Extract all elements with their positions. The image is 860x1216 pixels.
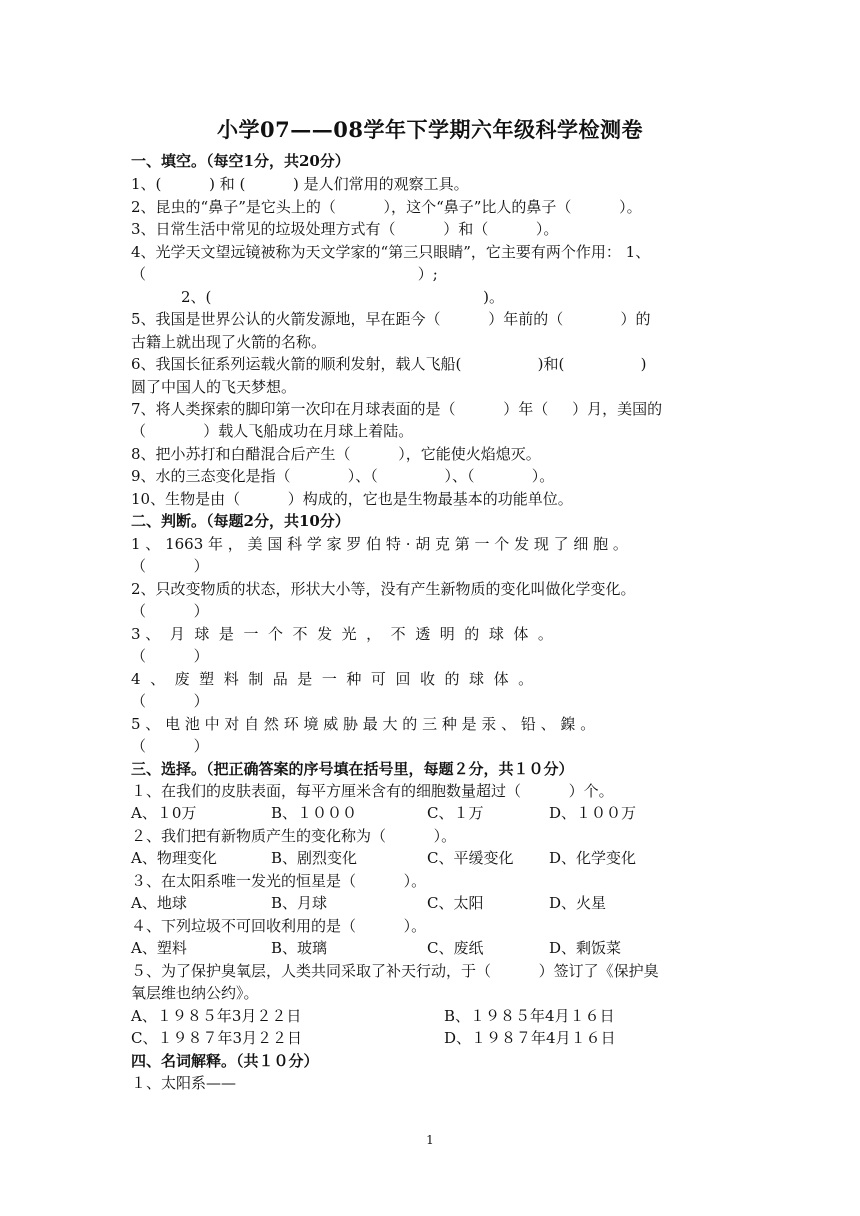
- answer-blank: （ ）: [131, 692, 209, 710]
- option-d: D、剩饭菜: [549, 939, 622, 957]
- question-1-5-line1: 5、我国是世界公认的火箭发源地，早在距今（ ）年前的（ ）的: [131, 310, 651, 328]
- options-3-5-row2: [131, 1027, 731, 1049]
- question-3-4: ４、下列垃圾不可回收利用的是（ ）。: [131, 917, 427, 935]
- question-1-1: 1、( ) 和 ( ) 是人们常用的观察工具。: [131, 175, 469, 193]
- option-d: D、火星: [549, 894, 607, 912]
- page-number: 1: [426, 1133, 434, 1147]
- option-b: B、剧烈变化: [271, 849, 358, 867]
- answer-blank: （ ）: [131, 557, 209, 575]
- section-4-heading: 四、名词解释。（共１０分）: [131, 1052, 319, 1070]
- section-1-heading: 一、填空。（每空1分，共20分）: [131, 152, 350, 170]
- question-1-5-line2: 古籍上就出现了火箭的名称。: [131, 333, 327, 351]
- section-2-heading: 二、判断。（每题2分，共10分）: [131, 512, 350, 530]
- question-2-2: 2、只改变物质的状态，形状大小等，没有产生新物质的变化叫做化学变化。: [131, 580, 636, 598]
- option-b: B、１９８５年4月１６日: [444, 1007, 615, 1025]
- option-c: C、废纸: [427, 939, 484, 957]
- option-a: A、塑料: [131, 939, 187, 957]
- option-c: C、平缓变化: [427, 849, 514, 867]
- option-c: C、１９８７年3月２２日: [131, 1029, 303, 1047]
- answer-blank: （ ）: [131, 737, 209, 755]
- question-1-7-line2: （ ）载人飞船成功在月球上着陆。: [131, 422, 414, 440]
- options-3-5-row1: [131, 1005, 731, 1027]
- question-2-3: 3 、 月 球 是 一 个 不 发 光 ， 不 透 明 的 球 体 。: [131, 625, 553, 643]
- question-2-1: 1 、 1663 年 ， 美 国 科 学 家 罗 伯 特 · 胡 克 第 一 个 发 现 了 细 胞 。: [131, 535, 628, 553]
- question-3-5-line1: ５、为了保护臭氧层，人类共同采取了补天行动，于（ ）签订了《保护臭: [131, 962, 659, 980]
- question-1-4-line3: 2、( )。: [181, 288, 505, 306]
- answer-blank: （ ）: [131, 602, 209, 620]
- question-1-8: 8、把小苏打和白醋混合后产生（ ），它能使火焰熄灭。: [131, 445, 541, 463]
- question-1-2: 2、昆虫的“鼻子”是它头上的（ ），这个“鼻子”比人的鼻子（ ）。: [131, 198, 642, 216]
- question-1-6-line2: 圆了中国人的飞天梦想。: [131, 378, 297, 396]
- question-1-4-line1: 4、光学天文望远镜被称为天文学家的“第三只眼睛”，它主要有两个作用： 1、: [131, 243, 651, 261]
- page-title: 小学07——08学年下学期六年级科学检测卷: [217, 117, 643, 142]
- option-b: B、月球: [271, 894, 328, 912]
- option-a: A、１0万: [131, 804, 197, 822]
- question-1-3: 3、日常生活中常见的垃圾处理方式有（ ）和（ ）。: [131, 220, 559, 238]
- option-d: D、１９８７年4月１６日: [444, 1029, 616, 1047]
- answer-blank: （ ）: [131, 647, 209, 665]
- option-d: D、１００万: [549, 804, 637, 822]
- question-3-2: ２、我们把有新物质产生的变化称为（ ）。: [131, 827, 457, 845]
- question-2-5: 5 、 电 池 中 对 自 然 环 境 威 胁 最 大 的 三 种 是 汞 、 铅 、 鎳 。: [131, 715, 596, 733]
- option-a: A、物理变化: [131, 849, 217, 867]
- question-4-1: １、太阳系——: [131, 1074, 237, 1092]
- option-a: A、地球: [131, 894, 187, 912]
- question-2-4: 4 、 废 塑 料 制 品 是 一 种 可 回 收 的 球 体 。: [131, 670, 534, 688]
- option-b: B、１０００: [271, 804, 358, 822]
- question-3-1: １、在我们的皮肤表面，每平方厘米含有的细胞数量超过（ ）个。: [131, 782, 614, 800]
- options-3-2: [131, 847, 731, 869]
- options-3-3: [131, 892, 731, 914]
- option-a: A、１９８５年3月２２日: [131, 1007, 302, 1025]
- option-d: D、化学变化: [549, 849, 637, 867]
- question-3-5-line2: 氧层维也纳公约》。: [131, 984, 259, 1002]
- options-3-1: [131, 802, 731, 824]
- question-1-7-line1: 7、将人类探索的脚印第一次印在月球表面的是（ ）年（ ）月，美国的: [131, 400, 663, 418]
- question-1-4-line2: （ ）;: [131, 265, 438, 283]
- option-b: B、玻璃: [271, 939, 328, 957]
- option-c: C、１万: [427, 804, 484, 822]
- question-1-6-line1: 6、我国长征系列运载火箭的顺利发射，载人飞船( )和( ): [131, 355, 647, 373]
- question-1-9: 9、水的三态变化是指（ ）、（ ）、（ ）。: [131, 467, 555, 485]
- question-1-10: 10、生物是由（ ）构成的，它也是生物最基本的功能单位。: [131, 490, 573, 508]
- option-c: C、太阳: [427, 894, 484, 912]
- options-3-4: [131, 937, 731, 959]
- question-3-3: ３、在太阳系唯一发光的恒星是（ ）。: [131, 872, 427, 890]
- section-3-heading: 三、选择。（把正确答案的序号填在括号里，每题２分，共１０分）: [131, 760, 574, 778]
